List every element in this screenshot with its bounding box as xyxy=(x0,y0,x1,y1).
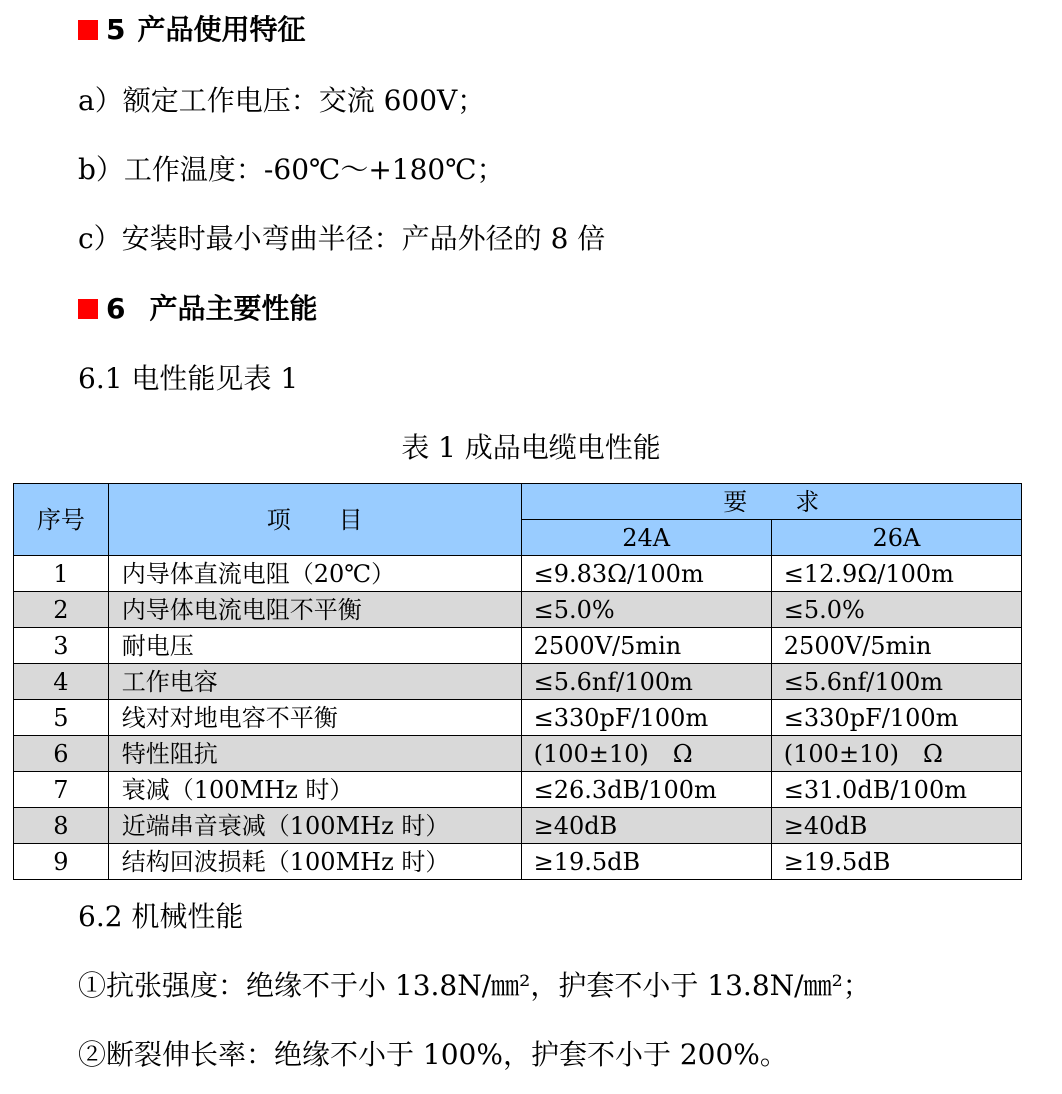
subsection-6-1: 6.1 电性能见表 1 xyxy=(78,362,299,395)
row-number: 8 xyxy=(14,808,109,844)
table-row xyxy=(14,808,1022,844)
header-item: 项 目 xyxy=(108,484,521,556)
row-number: 4 xyxy=(14,664,109,700)
section-title: 产品主要性能 xyxy=(149,292,318,325)
electrical-performance-table xyxy=(13,483,1022,880)
table-row xyxy=(14,556,1022,592)
header-no: 序号 xyxy=(14,484,109,556)
spec-item-a: a）额定工作电压：交流 600V； xyxy=(78,84,486,117)
mech-tensile-strength: ①抗张强度：绝缘不于小 13.8N/㎜²，护套不小于 13.8N/㎜²； xyxy=(78,969,871,1002)
row-item: 内导体电流电阻不平衡 xyxy=(108,592,521,628)
row-number: 5 xyxy=(14,700,109,736)
table-row xyxy=(14,628,1022,664)
row-number: 3 xyxy=(14,628,109,664)
value-26a: ≤5.6nf/100m xyxy=(771,664,1021,700)
row-item: 耐电压 xyxy=(108,628,521,664)
row-number: 1 xyxy=(14,556,109,592)
value-24a: 2500V/5min xyxy=(521,628,771,664)
row-number: 9 xyxy=(14,844,109,880)
table-caption: 表 1 成品电缆电性能 xyxy=(401,431,661,464)
table-row xyxy=(14,592,1022,628)
row-item: 近端串音衰减（100MHz 时） xyxy=(108,808,521,844)
value-24a: ≤9.83Ω/100m xyxy=(521,556,771,592)
row-number: 6 xyxy=(14,736,109,772)
mech-elongation: ②断裂伸长率：绝缘不小于 100%，护套不小于 200%。 xyxy=(78,1038,788,1071)
subsection-6-2: 6.2 机械性能 xyxy=(78,900,244,933)
value-24a: ≤5.6nf/100m xyxy=(521,664,771,700)
value-24a: ≤26.3dB/100m xyxy=(521,772,771,808)
row-number: 2 xyxy=(14,592,109,628)
section-5-heading xyxy=(78,13,306,46)
section-6-heading xyxy=(78,292,318,325)
row-item: 线对对地电容不平衡 xyxy=(108,700,521,736)
value-26a: ≤5.0% xyxy=(771,592,1021,628)
header-requirement: 要 求 xyxy=(521,484,1021,520)
header-24a: 24A xyxy=(521,520,771,556)
value-26a: ≤330pF/100m xyxy=(771,700,1021,736)
row-number: 7 xyxy=(14,772,109,808)
value-24a: ≤5.0% xyxy=(521,592,771,628)
row-item: 结构回波损耗（100MHz 时） xyxy=(108,844,521,880)
table-row xyxy=(14,736,1022,772)
value-24a: ≥19.5dB xyxy=(521,844,771,880)
red-square-icon xyxy=(78,20,98,40)
row-item: 内导体直流电阻（20℃） xyxy=(108,556,521,592)
table-row xyxy=(14,844,1022,880)
value-26a: ≥40dB xyxy=(771,808,1021,844)
row-item: 衰减（100MHz 时） xyxy=(108,772,521,808)
red-square-icon xyxy=(78,299,98,319)
value-26a: (100±10) Ω xyxy=(771,736,1021,772)
section-number: 6 xyxy=(106,292,126,325)
table-row xyxy=(14,664,1022,700)
row-item: 特性阻抗 xyxy=(108,736,521,772)
table-row xyxy=(14,772,1022,808)
value-24a: (100±10) Ω xyxy=(521,736,771,772)
row-item: 工作电容 xyxy=(108,664,521,700)
value-26a: ≤12.9Ω/100m xyxy=(771,556,1021,592)
value-26a: ≤31.0dB/100m xyxy=(771,772,1021,808)
value-24a: ≤330pF/100m xyxy=(521,700,771,736)
value-26a: 2500V/5min xyxy=(771,628,1021,664)
header-26a: 26A xyxy=(771,520,1021,556)
section-title: 产品使用特征 xyxy=(137,13,306,46)
spec-item-b: b）工作温度：-60℃～+180℃； xyxy=(78,153,505,186)
value-26a: ≥19.5dB xyxy=(771,844,1021,880)
table-row xyxy=(14,700,1022,736)
value-24a: ≥40dB xyxy=(521,808,771,844)
spec-item-c: c）安装时最小弯曲半径：产品外径的 8 倍 xyxy=(78,222,606,255)
section-number: 5 xyxy=(106,13,126,46)
